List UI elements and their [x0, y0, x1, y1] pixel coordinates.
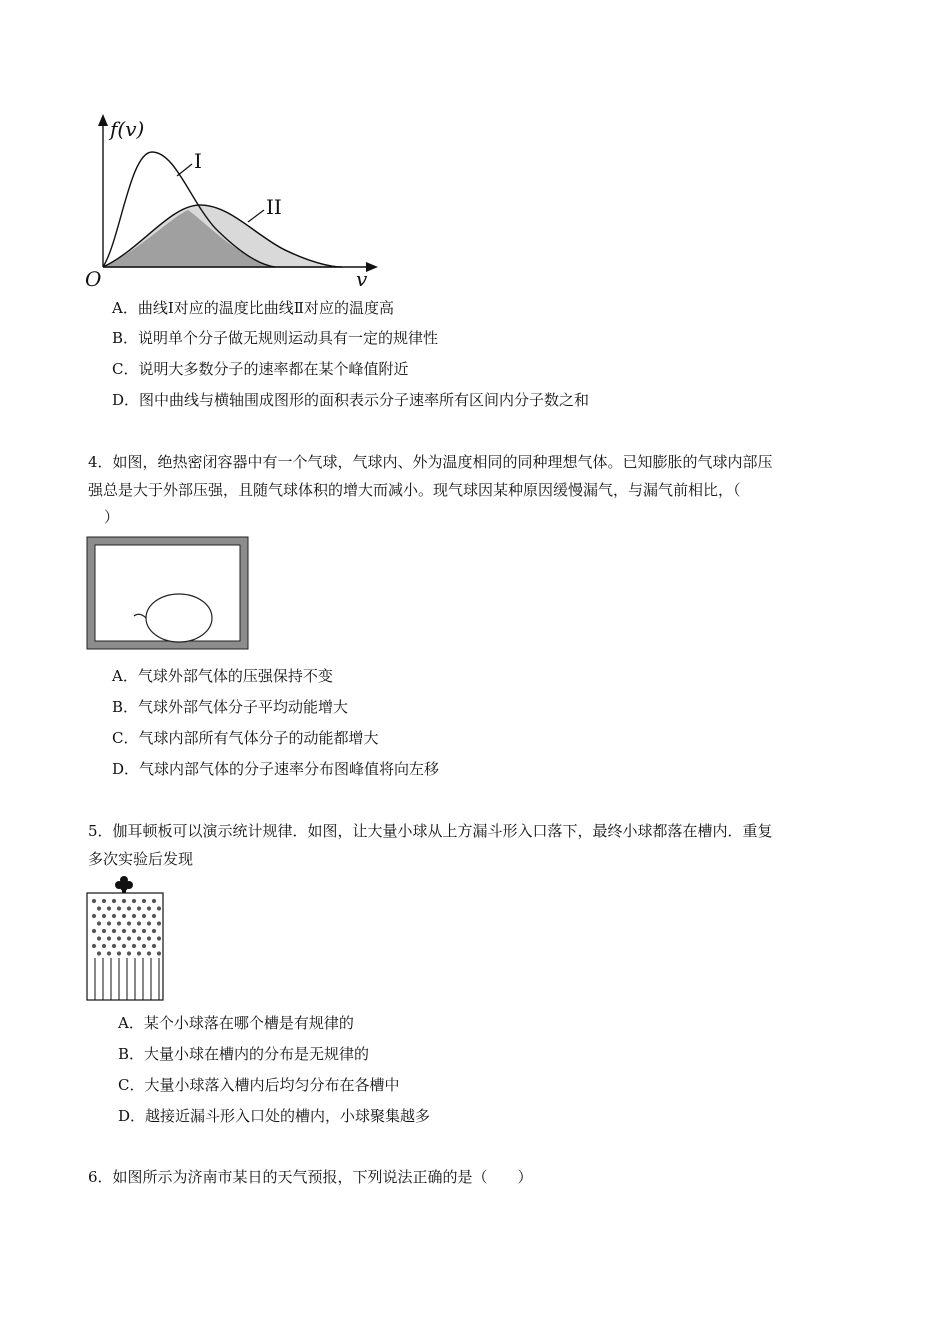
peg	[132, 929, 136, 933]
peg	[117, 921, 121, 925]
peg	[92, 914, 96, 918]
peg	[142, 944, 146, 948]
peg	[157, 936, 161, 940]
peg	[152, 929, 156, 933]
peg	[97, 936, 101, 940]
q4-option-a: A．气球外部气体的压强保持不变	[112, 667, 333, 685]
peg	[92, 899, 96, 903]
peg	[137, 906, 141, 910]
peg	[97, 906, 101, 910]
q4-option-d: D．气球内部气体的分子速率分布图峰值将向左移	[112, 760, 440, 778]
peg	[152, 944, 156, 948]
peg	[127, 951, 131, 955]
peg	[137, 936, 141, 940]
peg	[147, 921, 151, 925]
peg	[107, 951, 111, 955]
q4-option-b: B．气球外部气体分子平均动能增大	[112, 698, 349, 716]
peg	[142, 914, 146, 918]
peg	[92, 929, 96, 933]
curve-1-label: I	[194, 149, 202, 173]
peg	[157, 906, 161, 910]
peg	[97, 951, 101, 955]
curve-1-leader	[177, 164, 192, 176]
peg	[97, 921, 101, 925]
peg	[107, 936, 111, 940]
q3-option-b: B．说明单个分子做无规则运动具有一定的规律性	[112, 329, 439, 347]
speed-distribution-figure	[80, 110, 390, 290]
q4-stem-line-3: ）	[104, 508, 120, 526]
peg	[112, 899, 116, 903]
curve-2-leader	[248, 210, 264, 222]
peg	[112, 944, 116, 948]
q3-option-a: A．曲线Ⅰ对应的温度比曲线Ⅱ对应的温度高	[112, 299, 394, 317]
peg	[122, 929, 126, 933]
peg	[112, 929, 116, 933]
funnel-balls	[115, 876, 133, 893]
peg	[102, 914, 106, 918]
peg	[132, 944, 136, 948]
peg	[147, 906, 151, 910]
peg	[157, 951, 161, 955]
x-axis-label: v	[356, 267, 368, 290]
x-axis-arrow	[366, 262, 378, 272]
peg	[102, 899, 106, 903]
peg	[102, 944, 106, 948]
peg	[122, 899, 126, 903]
peg	[107, 921, 111, 925]
peg	[102, 929, 106, 933]
peg	[122, 914, 126, 918]
q5-option-d: D．越接近漏斗形入口处的槽内，小球聚集越多	[118, 1107, 431, 1125]
peg	[147, 951, 151, 955]
q5-stem-line-2: 多次实验后发现	[88, 850, 194, 868]
curve-2-label: II	[266, 195, 282, 219]
q3-option-d: D．图中曲线与横轴围成图形的面积表示分子速率所有区间内分子数之和	[112, 391, 590, 409]
origin-label: O	[85, 267, 102, 290]
q4-option-c: C．气球内部所有气体分子的动能都增大	[112, 729, 379, 747]
q5-option-c: C．大量小球落入槽内后均匀分布在各槽中	[118, 1076, 400, 1094]
q4-stem-line-1: 4．如图，绝热密闭容器中有一个气球，气球内、外为温度相同的同种理想气体。已知膨胀的气球内部压	[88, 453, 773, 471]
peg	[142, 899, 146, 903]
peg	[147, 936, 151, 940]
peg	[132, 914, 136, 918]
peg	[137, 921, 141, 925]
peg	[157, 921, 161, 925]
peg	[152, 914, 156, 918]
peg	[127, 906, 131, 910]
balloon-container-figure	[86, 536, 250, 651]
peg	[117, 936, 121, 940]
q6-stem-line-1: 6．如图所示为济南市某日的天气预报，下列说法正确的是（ ）	[88, 1168, 533, 1186]
q3-option-c: C．说明大多数分子的速率都在某个峰值附近	[112, 360, 409, 378]
peg	[152, 899, 156, 903]
peg	[112, 914, 116, 918]
peg	[127, 936, 131, 940]
q4-stem-line-2: 强总是大于外部压强，且随气球体积的增大而减小。现气球因某种原因缓慢漏气，与漏气前相比，（	[88, 481, 741, 499]
peg	[127, 921, 131, 925]
galton-board-figure	[84, 874, 168, 1004]
balloon	[146, 594, 212, 642]
peg	[107, 906, 111, 910]
peg	[142, 929, 146, 933]
peg	[137, 951, 141, 955]
peg	[117, 951, 121, 955]
peg	[117, 906, 121, 910]
q5-option-a: A．某个小球落在哪个槽是有规律的	[118, 1014, 354, 1032]
q5-option-b: B．大量小球在槽内的分布是无规律的	[118, 1045, 370, 1063]
y-axis-arrow	[98, 114, 108, 126]
peg	[92, 944, 96, 948]
peg	[122, 944, 126, 948]
peg	[132, 899, 136, 903]
y-axis-label: f(v)	[110, 117, 145, 141]
q5-stem-line-1: 5．伽耳顿板可以演示统计规律．如图，让大量小球从上方漏斗形入口落下，最终小球都落在槽内．重复	[88, 822, 773, 840]
